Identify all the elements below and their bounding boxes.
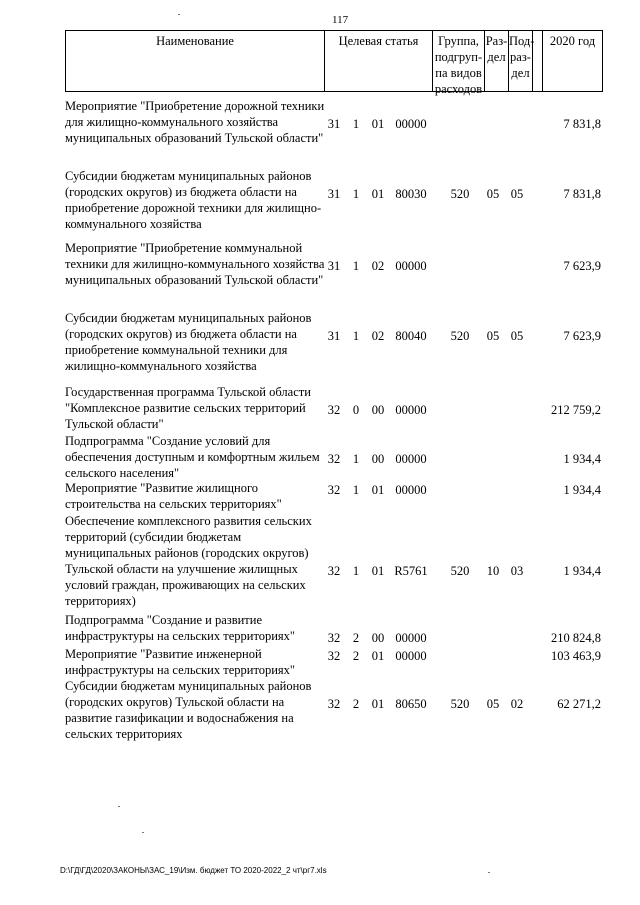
target-code-3: 01 [371,649,385,663]
scan-speck [178,14,180,15]
row-name: Государственная программа Тульской области "Комплексное развитие сельских территорий Тульской области" [65,385,311,431]
expense-group: 520 [450,329,470,343]
target-code-4: 00000 [395,483,427,497]
target-code-1: 32 [327,403,341,417]
target-code-4: 00000 [395,403,427,417]
subsection-code: 05 [510,187,524,201]
row-name: Субсидии бюджетам муниципальных районов (городских округов) Тульской области на развитие газификации и водоснабжения на сельских территориях [65,679,312,741]
target-code-1: 31 [327,329,341,343]
header-name: Наименование [156,34,234,48]
target-code-1: 32 [327,452,341,466]
target-code-3: 00 [371,452,385,466]
expense-group: 520 [450,187,470,201]
row-name: Мероприятие "Приобретение коммунальной техники для жилищно-коммунального хозяйства муниципальных образований Тульской области" [65,241,325,287]
header-target: Целевая статья [324,31,432,91]
amount-2020: 1 934,4 [563,564,601,578]
target-code-4: R5761 [394,564,428,578]
section-code: 10 [486,564,500,578]
amount-2020: 7 831,8 [563,117,601,131]
expense-group: 520 [450,564,470,578]
row-name: Мероприятие "Приобретение дорожной техники для жилищно-коммунального хозяйства муниципальных образований Тульской области" [65,99,325,145]
target-code-3: 00 [371,631,385,645]
target-code-4: 80040 [395,329,427,343]
target-code-2: 0 [352,403,360,417]
row-name: Подпрограмма "Создание условий для обеспечения доступным и комфортным жильем сельского населения" [65,434,320,480]
header-year: 2020 год [543,30,603,92]
header-subsection: Под- раз- дел [508,31,532,91]
target-code-3: 01 [371,697,385,711]
target-code-3: 01 [371,564,385,578]
amount-2020: 7 831,8 [563,187,601,201]
amount-2020: 7 623,9 [563,329,601,343]
header-section: Раз- дел [484,31,508,91]
target-code-3: 00 [371,403,385,417]
target-code-2: 1 [352,452,360,466]
target-code-1: 32 [327,483,341,497]
file-path: D:\ГД\ГД\2020\ЗАКОНЫ\ЗАС_19\Изм. бюджет ТО 2020-2022_2 чт\рг7.xls [60,866,327,875]
row-name: Субсидии бюджетам муниципальных районов (городских округов) из бюджета области на приобретение коммунальной техники для жилищно-коммунального хозяйства [65,311,312,373]
target-code-1: 31 [327,187,341,201]
scan-speck [488,872,490,873]
target-code-1: 32 [327,649,341,663]
target-code-3: 01 [371,483,385,497]
amount-2020: 62 271,2 [557,697,601,711]
amount-2020: 212 759,2 [551,403,601,417]
amount-2020: 7 623,9 [563,259,601,273]
subsection-code: 03 [510,564,524,578]
amount-2020: 1 934,4 [563,452,601,466]
target-code-4: 00000 [395,259,427,273]
subsection-code: 05 [510,329,524,343]
amount-2020: 103 463,9 [551,649,601,663]
target-code-3: 02 [371,329,385,343]
header-group: Группа, подгруп- па видов расходов [432,31,484,91]
row-name: Мероприятие "Развитие инженерной инфраструктуры на сельских территориях" [65,647,296,677]
amount-2020: 1 934,4 [563,483,601,497]
target-code-1: 32 [327,697,341,711]
target-code-4: 80650 [395,697,427,711]
target-code-2: 2 [352,697,360,711]
target-code-1: 32 [327,631,341,645]
target-code-4: 80030 [395,187,427,201]
target-code-3: 02 [371,259,385,273]
section-code: 05 [486,329,500,343]
target-code-2: 1 [352,564,360,578]
target-code-2: 2 [352,631,360,645]
target-code-4: 00000 [395,117,427,131]
target-code-2: 2 [352,649,360,663]
row-name: Субсидии бюджетам муниципальных районов (городских округов) из бюджета области на приобретение дорожной техники для жилищно-коммунального хозяйства [65,169,322,231]
expense-group: 520 [450,697,470,711]
scan-speck [142,832,144,833]
target-code-1: 32 [327,564,341,578]
row-name: Обеспечение комплексного развития сельских территорий (субсидии бюджетам муниципальных районов (городских округов) Тульской области на улучшение жилищных условий граждан, проживающих на сельских территориях) [65,514,312,608]
target-code-2: 1 [352,187,360,201]
target-code-1: 31 [327,117,341,131]
row-name: Подпрограмма "Создание и развитие инфраструктуры на сельских территориях" [65,613,296,643]
target-code-4: 00000 [395,649,427,663]
target-code-4: 00000 [395,452,427,466]
row-name: Мероприятие "Развитие жилищного строительства на сельских территориях" [65,481,282,511]
target-code-1: 31 [327,259,341,273]
target-code-2: 1 [352,483,360,497]
target-code-4: 00000 [395,631,427,645]
target-code-2: 1 [352,329,360,343]
target-code-3: 01 [371,117,385,131]
page-number: 117 [332,14,349,26]
target-code-2: 1 [352,259,360,273]
table-header [65,30,543,96]
subsection-code: 02 [510,697,524,711]
target-code-2: 1 [352,117,360,131]
section-code: 05 [486,697,500,711]
section-code: 05 [486,187,500,201]
scan-speck [118,806,120,807]
target-code-3: 01 [371,187,385,201]
amount-2020: 210 824,8 [551,631,601,645]
